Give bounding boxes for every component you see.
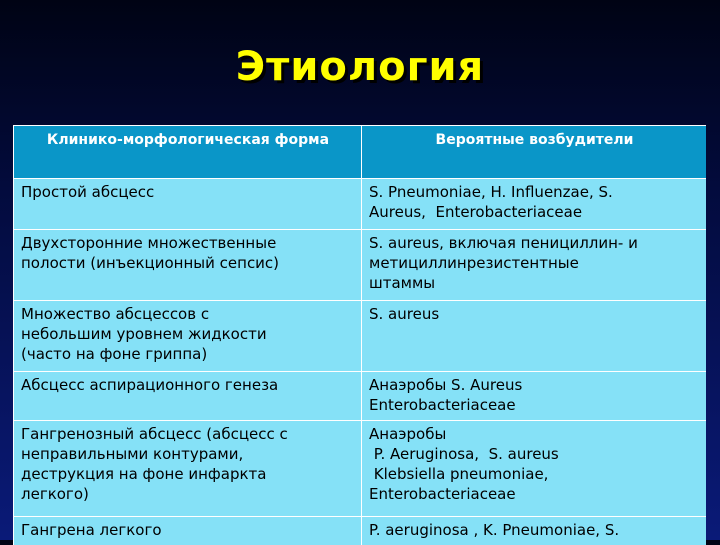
- table-row: [14, 421, 707, 517]
- cell-pathogens: [362, 372, 707, 421]
- header-pathogens: Вероятные возбудители: [362, 126, 707, 179]
- cell-text-line: (часто на фоне гриппа): [21, 344, 355, 364]
- cell-text-line: полости (инъекционный сепсис): [21, 253, 355, 273]
- cell-text-line: Множество абсцессов с: [21, 304, 355, 324]
- cell-text-line: S. Pneumoniae, H. Influenzae, S.: [369, 182, 700, 202]
- etiology-table: [13, 125, 706, 545]
- cell-form: [14, 421, 362, 517]
- cell-pathogens: [362, 421, 707, 517]
- cell-text-line: Анаэробы S. Aureus: [369, 375, 700, 395]
- cell-text-line: деструкция на фоне инфаркта: [21, 464, 355, 484]
- table-header-row: [14, 126, 707, 179]
- cell-text-line: Абсцесс аспирационного генеза: [21, 375, 355, 395]
- cell-text-line: Простой абсцесс: [21, 182, 355, 202]
- cell-text-line: неправильными контурами,: [21, 444, 355, 464]
- cell-text-line: Гангрена легкого: [21, 520, 355, 540]
- table-row: [14, 179, 707, 230]
- cell-pathogens: [362, 301, 707, 372]
- cell-text-line: Гангренозный абсцесс (абсцесс с: [21, 424, 355, 444]
- cell-text-line: P. aeruginosa , K. Pneumoniae, S.: [369, 520, 700, 540]
- table-row: [14, 517, 707, 545]
- cell-form: [14, 372, 362, 421]
- cell-text-line: P. Aeruginosa, S. aureus: [369, 444, 700, 464]
- cell-text-line: S. aureus, включая пенициллин- и: [369, 233, 700, 253]
- cell-text-line: штаммы: [369, 273, 700, 293]
- cell-text-line: Enterobacteriaceae: [369, 395, 700, 415]
- cell-form: [14, 230, 362, 301]
- cell-text-line: метициллинрезистентные: [369, 253, 700, 273]
- cell-form: [14, 179, 362, 230]
- table-row: [14, 301, 707, 372]
- slide-title: Этиология: [0, 44, 720, 90]
- cell-text-line: легкого): [21, 484, 355, 504]
- cell-pathogens: [362, 179, 707, 230]
- table-row: [14, 230, 707, 301]
- cell-text-line: Aureus, Enterobacteriaceae: [369, 202, 700, 222]
- cell-pathogens: [362, 517, 707, 545]
- cell-text-line: S. aureus: [369, 304, 700, 324]
- header-clinical-form: Клинико-морфологическая форма: [14, 126, 362, 179]
- cell-text-line: Анаэробы: [369, 424, 700, 444]
- etiology-table-container: [13, 125, 706, 545]
- cell-text-line: Двухсторонние множественные: [21, 233, 355, 253]
- cell-form: [14, 517, 362, 545]
- cell-pathogens: [362, 230, 707, 301]
- table-row: [14, 372, 707, 421]
- cell-form: [14, 301, 362, 372]
- cell-text-line: Klebsiella pneumoniae,: [369, 464, 700, 484]
- cell-text-line: Enterobacteriaceae: [369, 484, 700, 504]
- cell-text-line: небольшим уровнем жидкости: [21, 324, 355, 344]
